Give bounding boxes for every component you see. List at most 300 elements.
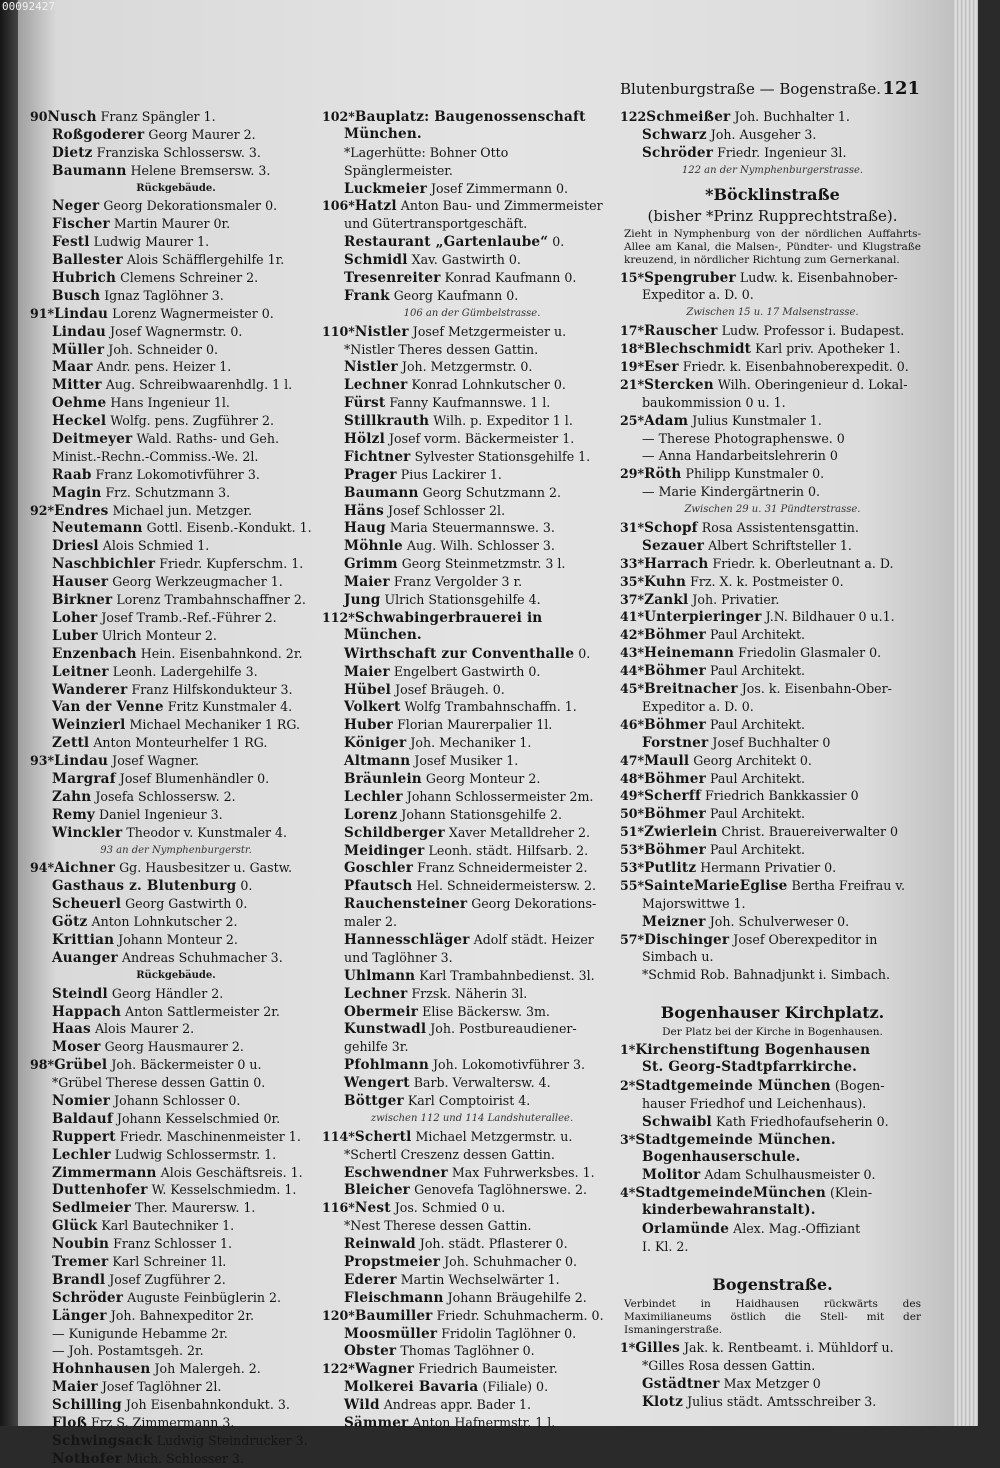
resident-name: Schopf [644, 520, 698, 537]
resident-entry [30, 502, 322, 520]
resident-name: Königer [344, 735, 407, 752]
resident-details: Alex. Mag.-Offiziant [733, 1221, 861, 1237]
resident-entry [322, 806, 622, 824]
house-number: 57* [620, 931, 645, 947]
continuation-name: St. Georg-Stadtpfarrkirche. [642, 1059, 858, 1076]
resident-name: Van der Venne [52, 699, 164, 716]
resident-details: Anton Hafnermstr. 1 l. [412, 1415, 556, 1431]
resident-entry [620, 1375, 925, 1393]
resident-entry [322, 716, 622, 734]
resident-name: Neutemann [52, 520, 143, 537]
resident-details: Georg Architekt 0. [693, 752, 812, 768]
house-number: 44* [620, 663, 645, 679]
resident-entry [30, 412, 322, 430]
resident-entry [30, 752, 322, 770]
resident-details: Josef vorm. Bäckermeister 1. [388, 431, 575, 447]
resident-entry [620, 340, 925, 358]
resident-entry [322, 1271, 622, 1289]
resident-details: Auguste Feinbüglerin 2. [127, 1289, 282, 1305]
resident-name: Schertl [354, 1128, 412, 1145]
resident-name: Enzenbach [52, 645, 137, 662]
house-number: 47* [620, 752, 645, 768]
house-number: 112* [322, 609, 355, 625]
resident-entry [30, 1450, 322, 1468]
resident-entry [30, 555, 322, 573]
resident-name: Bräunlein [344, 770, 422, 787]
resident-name: Grimm [344, 556, 398, 573]
resident-name: Schildberger [344, 824, 445, 841]
resident-name: Steindl [52, 985, 108, 1002]
resident-name: Nusch [47, 109, 97, 125]
resident-entry [30, 824, 322, 842]
resident-entry [30, 251, 322, 269]
resident-name: Kuhn [644, 573, 687, 590]
resident-details: Lorenz Wagnermeister 0. [112, 305, 274, 321]
resident-entry [322, 788, 622, 806]
resident-name: Hatzl [354, 198, 397, 215]
resident-details: Wilh. Oberingenieur d. Lokal- [717, 376, 908, 392]
resident-name: Scheuerl [52, 896, 122, 913]
resident-name: Remy [52, 806, 96, 823]
resident-details: Johann Kesselschmied 0r. [116, 1110, 281, 1126]
house-number: 19* [620, 359, 645, 375]
house-number: 42* [620, 627, 645, 643]
resident-name: Maier [344, 574, 390, 591]
resident-entry [30, 1146, 322, 1164]
resident-name: Naschbichler [52, 556, 156, 573]
resident-entry [30, 698, 322, 716]
house-number: 106* [322, 198, 355, 214]
resident-entry [322, 197, 622, 215]
resident-entry [322, 430, 622, 448]
resident-details: Joh Eisenbahnkondukt. 3. [125, 1397, 290, 1413]
resident-details: Fridolin Taglöhner 0. [441, 1325, 577, 1341]
house-number: 122 [620, 109, 647, 124]
resident-name: Huber [344, 717, 394, 734]
resident-name: Winckler [52, 824, 123, 841]
resident-details: (Klein- [829, 1185, 873, 1201]
resident-details: Ludw. k. Eisenbahnober- [739, 269, 898, 285]
resident-name: Leitner [52, 663, 109, 680]
resident-entry [30, 1056, 322, 1074]
resident-details: Leonh. Ladergehilfe 3. [112, 663, 258, 679]
resident-name: Bauplatz: Baugenossenschaft [354, 109, 586, 125]
resident-details: Fritz Kunstmaler 4. [167, 699, 293, 715]
resident-details: Rosa Assistentensgattin. [701, 520, 859, 536]
resident-name: Altmann [344, 753, 411, 770]
resident-entry [30, 1289, 322, 1307]
resident-details: Lorenz Trambahnschaffner 2. [116, 592, 306, 608]
resident-entry [322, 108, 622, 126]
resident-entry [620, 519, 925, 537]
resident-details: Josef Musiker 1. [414, 753, 519, 769]
resident-name: Birkner [52, 592, 113, 609]
resident-name: Duttenhofer [52, 1182, 148, 1199]
section-label: Rückgebäude. [136, 969, 216, 981]
resident-details: Andr. pens. Heizer 1. [96, 359, 232, 375]
resident-details: Georg Dekorations- [471, 896, 597, 912]
continuation-line: Expeditor a. D. 0. [642, 287, 754, 303]
resident-entry [620, 358, 925, 376]
house-number: 91* [30, 305, 55, 321]
resident-details: Michael Mechaniker 1 RG. [129, 717, 300, 733]
resident-name: Restaurant „Gartenlaube“ [344, 234, 549, 251]
resident-name: Lechner [344, 377, 408, 394]
resident-entry [322, 1253, 622, 1271]
resident-details: Adolf städt. Heizer [473, 931, 594, 947]
resident-details: J.N. Bildhauer 0 u.1. [765, 609, 895, 625]
resident-details: Friedr. k. Eisenbahnoberexpedit. 0. [682, 359, 909, 375]
continuation-line: — Kunigunde Hebamme 2r. [52, 1325, 228, 1341]
resident-name: Lindau [54, 305, 109, 322]
resident-name: Stillkrauth [344, 413, 430, 430]
resident-entry [620, 716, 925, 734]
resident-entry [30, 215, 322, 233]
resident-details: Josef Metzgermeister u. [412, 323, 567, 339]
resident-name: Ruppert [52, 1128, 116, 1145]
resident-details: Friedr. Ingenieur 3l. [717, 144, 847, 160]
resident-details: Franz Schlosser 1. [113, 1236, 232, 1252]
resident-name: Harrach [644, 555, 709, 572]
resident-name: Klotz [642, 1393, 684, 1410]
resident-name: Busch [52, 287, 101, 304]
house-number: 120* [322, 1307, 355, 1323]
resident-entry [620, 859, 925, 877]
resident-entry [620, 626, 925, 644]
resident-details: Engelbert Gastwirth 0. [393, 663, 541, 679]
resident-details: Friedr. Schuhmacherm. 0. [436, 1307, 604, 1323]
house-number: 29* [620, 466, 645, 482]
resident-entry [30, 1253, 322, 1271]
house-number: 51* [620, 824, 645, 840]
resident-details: Hel. Schneidermeistersw. 2. [416, 878, 597, 894]
resident-name: Hannesschläger [344, 931, 470, 948]
resident-name: Auanger [52, 949, 118, 966]
resident-details: Johann Schlosser 0. [114, 1092, 241, 1108]
resident-entry [30, 1378, 322, 1396]
resident-entry [30, 394, 322, 412]
house-number: 2* [620, 1077, 636, 1093]
book-binding [0, 0, 20, 1426]
resident-name: Schmidl [344, 252, 408, 269]
resident-name: Hohnhausen [52, 1361, 151, 1378]
resident-details: Ulrich Stationsgehilfe 4. [384, 592, 541, 608]
resident-entry [620, 573, 925, 591]
resident-entry [30, 609, 322, 627]
page-number: 121 [882, 78, 920, 99]
resident-name: Wagner [354, 1361, 415, 1378]
resident-name: Röth [644, 466, 682, 483]
resident-details: Ludwig Steindrucker 3. [156, 1432, 308, 1448]
resident-details: Ludwig Schlossermstr. 1. [114, 1146, 277, 1162]
resident-details: Andreas appr. Bader 1. [383, 1397, 531, 1413]
resident-details: Fanny Kaufmannswe. 1 l. [389, 395, 551, 411]
resident-details: Aug. Wilh. Schlosser 3. [406, 538, 555, 554]
continuation-line: — Joh. Postamtsgeh. 2r. [52, 1343, 204, 1359]
resident-entry [30, 663, 322, 681]
resident-details: Anton Bau- und Zimmermeister [400, 198, 603, 214]
resident-entry [620, 465, 925, 483]
resident-entry [30, 573, 322, 591]
continuation-line: *Gilles Rosa dessen Gattin. [642, 1357, 816, 1373]
resident-details: Johann Stationsgehilfe 2. [401, 806, 562, 822]
resident-entry [322, 233, 622, 251]
resident-details: Hein. Eisenbahnkond. 2r. [140, 645, 303, 661]
resident-entry [30, 806, 322, 824]
resident-details: Pius Lackirer 1. [400, 466, 502, 482]
resident-details: Karl Trambahnbedienst. 3l. [419, 967, 595, 983]
resident-details: Karl priv. Apotheker 1. [755, 341, 901, 357]
resident-entry [30, 1360, 322, 1378]
resident-details: Josef Oberexpeditor in [733, 931, 878, 947]
house-number: 90 [30, 109, 48, 124]
resident-details: Paul Architekt. [709, 770, 806, 786]
resident-entry [30, 788, 322, 806]
continuation-line: — Anna Handarbeitslehrerin 0 [642, 448, 838, 464]
continuation-line: Majorswittwe 1. [642, 895, 746, 911]
continuation-line: Expeditor a. D. 0. [642, 698, 754, 714]
continuation-line: und Gütertransportgeschäft. [344, 216, 528, 232]
resident-details: Adam Schulhausmeister 0. [704, 1167, 876, 1183]
resident-name: Noubin [52, 1236, 110, 1253]
continuation-name: München. [344, 125, 422, 142]
resident-details: Friedolin Glasmaler 0. [738, 645, 882, 661]
house-number: 110* [322, 323, 355, 339]
resident-name: Roßgoderer [52, 126, 145, 143]
resident-entry [322, 1325, 622, 1343]
resident-details: Joh. Mechaniker 1. [410, 735, 532, 751]
resident-name: Möhnle [344, 538, 403, 555]
resident-name: Sezauer [642, 537, 705, 554]
resident-name: Obster [344, 1343, 397, 1360]
resident-entry [322, 1074, 622, 1092]
resident-name: Ederer [344, 1271, 397, 1288]
resident-name: Stercken [644, 376, 714, 393]
house-number: 114* [322, 1128, 355, 1144]
resident-name: Pfohlmann [344, 1057, 429, 1074]
resident-name: Goschler [344, 860, 414, 877]
street-description: Zieht in Nymphenburg von der nördlichen Auffahrts-Allee am Kanal, die Malsen-, Pündter- und Klugstraße kreuzend, in nördlicher Richtung zum Gernerkanal. [624, 227, 921, 266]
resident-entry [322, 824, 622, 842]
resident-entry [30, 1003, 322, 1021]
house-number: 3* [620, 1131, 636, 1147]
resident-details: Frz S. Zimmermann 3. [91, 1415, 235, 1431]
resident-entry [322, 1020, 622, 1038]
resident-name: Nistler [354, 323, 409, 340]
resident-entry [322, 1342, 622, 1360]
resident-name: Tresenreiter [344, 270, 441, 287]
resident-details: Franz Hilfskondukteur 3. [131, 681, 293, 697]
resident-details: Christ. Brauereiverwalter 0 [721, 824, 899, 840]
resident-details: Franz Vergolder 3 r. [393, 574, 523, 590]
house-number: 98* [30, 1057, 55, 1073]
resident-name: Gstädtner [642, 1375, 720, 1392]
resident-details: Michael jun. Metzger. [112, 502, 252, 518]
resident-details: Barb. Verwaltersw. 4. [413, 1075, 551, 1091]
resident-name: Schwabingerbrauerei in [354, 609, 543, 626]
continuation-line: gehilfe 3r. [344, 1039, 409, 1055]
resident-entry [322, 1307, 622, 1325]
resident-name: Dietz [52, 144, 93, 161]
continuation-line: *Lagerhütte: Bohner Otto [344, 144, 509, 160]
resident-name: Frank [344, 287, 390, 304]
resident-name: Lechler [344, 788, 403, 805]
cross-reference-note: 93 an der Nymphenburgerstr. [100, 844, 252, 856]
resident-entry [30, 358, 322, 376]
resident-entry [30, 287, 322, 305]
resident-details: Johann Schlossermeister 2m. [406, 788, 594, 804]
resident-name: Wirthschaft zur Conventhalle [344, 645, 575, 662]
resident-entry [322, 1396, 622, 1414]
resident-name: Haas [52, 1021, 91, 1038]
resident-entry [322, 1235, 622, 1253]
resident-entry [322, 394, 622, 412]
resident-entry [620, 1113, 925, 1131]
resident-entry [30, 233, 322, 251]
resident-details: Kath Friedhofaufseherin 0. [715, 1113, 889, 1129]
resident-entry [30, 1414, 322, 1432]
resident-name: Wild [344, 1397, 380, 1414]
resident-details: Franz Lokomotivführer 3. [95, 466, 260, 482]
resident-details: Franz Spängler 1. [100, 109, 216, 124]
resident-entry [620, 734, 925, 752]
resident-entry [30, 895, 322, 913]
resident-entry [30, 323, 322, 341]
resident-name: Krittian [52, 931, 115, 948]
resident-details: Joh. Metzgermstr. 0. [401, 359, 533, 375]
resident-entry [322, 323, 622, 341]
resident-entry [322, 287, 622, 305]
resident-name: Nothofer [52, 1450, 122, 1467]
resident-entry [620, 412, 925, 430]
continuation-line: und Taglöhner 3. [344, 949, 453, 965]
running-title: Blutenburgstraße — Bogenstraße. [620, 80, 882, 98]
resident-entry [30, 734, 322, 752]
resident-details: Josef Wagnermstr. 0. [110, 323, 243, 339]
house-number: 43* [620, 645, 645, 661]
resident-name: Magin [52, 484, 102, 501]
resident-name: Schwingsack [52, 1432, 153, 1449]
resident-entry [322, 663, 622, 681]
resident-details: Georg Kaufmann 0. [393, 287, 519, 303]
resident-entry [30, 162, 322, 180]
continuation-line: Spänglermeister. [344, 162, 453, 178]
section-label: Rückgebäude. [136, 182, 216, 194]
house-number: 37* [620, 591, 645, 607]
house-number: 15* [620, 269, 645, 285]
resident-entry [322, 877, 622, 895]
resident-details: Xav. Gastwirth 0. [411, 252, 521, 268]
resident-entry [30, 681, 322, 699]
resident-details: Wolfg Trambahnschaffn. 1. [404, 699, 577, 715]
house-number: 33* [620, 555, 645, 571]
resident-details: Joh. Buchhalter 1. [734, 109, 850, 124]
resident-details: Aug. Schreibwaarenhdlg. 1 l. [105, 377, 293, 393]
resident-entry [30, 770, 322, 788]
resident-name: Zettl [52, 735, 90, 752]
resident-entry [322, 931, 622, 949]
resident-details: (Bogen- [834, 1077, 885, 1093]
resident-details: Josef Tramb.-Ref.-Führer 2. [101, 609, 277, 625]
resident-details: Helene Bremsersw. 3. [130, 162, 271, 178]
resident-name: Glück [52, 1218, 98, 1235]
continuation-line: *Schmid Rob. Bahnadjunkt i. Simbach. [642, 967, 891, 983]
resident-entry [322, 770, 622, 788]
resident-entry [620, 1339, 925, 1357]
resident-entry [30, 1038, 322, 1056]
resident-name: Häns [344, 502, 384, 519]
resident-details: Josefa Schlossersw. 2. [95, 788, 236, 804]
resident-name: Neger [52, 198, 100, 215]
resident-entry [30, 1199, 322, 1217]
resident-name: Oehme [52, 395, 107, 412]
resident-name: Grübel [54, 1057, 108, 1074]
resident-entry [30, 305, 322, 323]
resident-entry [322, 180, 622, 198]
resident-entry [30, 1110, 322, 1128]
resident-entry [30, 197, 322, 215]
resident-name: Rauscher [644, 323, 718, 340]
resident-details: Joh. Privatier. [692, 591, 780, 607]
resident-name: Böhmer [644, 806, 706, 823]
resident-name: Lechler [52, 1146, 111, 1163]
resident-name: Moser [52, 1039, 101, 1056]
resident-name: Böttger [344, 1092, 404, 1109]
resident-entry [30, 1020, 322, 1038]
resident-entry [620, 537, 925, 555]
resident-name: SainteMarieEglise [644, 877, 788, 894]
resident-entry [620, 662, 925, 680]
resident-name: Gasthaus z. Blutenburg [52, 878, 237, 895]
resident-entry [30, 627, 322, 645]
resident-entry [620, 591, 925, 609]
resident-details: Friedrich Bankkassier 0 [705, 788, 859, 804]
resident-details: Josef Taglöhner 2l. [101, 1379, 222, 1395]
resident-name: Bleicher [344, 1182, 411, 1199]
house-number: 25* [620, 412, 645, 428]
resident-name: Tremer [52, 1254, 109, 1270]
house-number: 35* [620, 573, 645, 589]
resident-entry [322, 555, 622, 573]
continuation-line: *Grübel Therese dessen Gattin 0. [52, 1075, 266, 1091]
resident-entry [30, 859, 322, 877]
house-number: 31* [620, 520, 645, 536]
resident-name: Spengruber [644, 269, 736, 286]
resident-entry [30, 1271, 322, 1289]
resident-entry [322, 358, 622, 376]
resident-details: Joh. Bahnexpeditor 2r. [110, 1307, 254, 1323]
resident-name: Luckmeier [344, 180, 427, 197]
resident-name: Weinzierl [52, 717, 126, 734]
resident-entry [30, 1092, 322, 1110]
resident-name: Putlitz [644, 859, 697, 876]
resident-details: Ludwig Maurer 1. [93, 234, 210, 250]
resident-entry [30, 913, 322, 931]
resident-entry [322, 1128, 622, 1146]
resident-entry [322, 1199, 622, 1217]
resident-details: Johann Bräugehilfe 2. [447, 1289, 587, 1305]
resident-entry [322, 537, 622, 555]
resident-details: Wolfg. pens. Zugführer 2. [110, 413, 275, 429]
resident-details: Joh Malergeh. 2. [154, 1361, 261, 1377]
resident-name: Heinemann [644, 645, 735, 662]
resident-details: Karl Comptoirist 4. [407, 1092, 531, 1108]
resident-details: Karl Bautechniker 1. [101, 1218, 235, 1234]
resident-details: Joh. Bäckermeister 0 u. [111, 1057, 262, 1073]
resident-entry [30, 591, 322, 609]
resident-name: Molitor [642, 1167, 701, 1184]
resident-details: Joh. Schuhmacher 0. [444, 1254, 577, 1269]
